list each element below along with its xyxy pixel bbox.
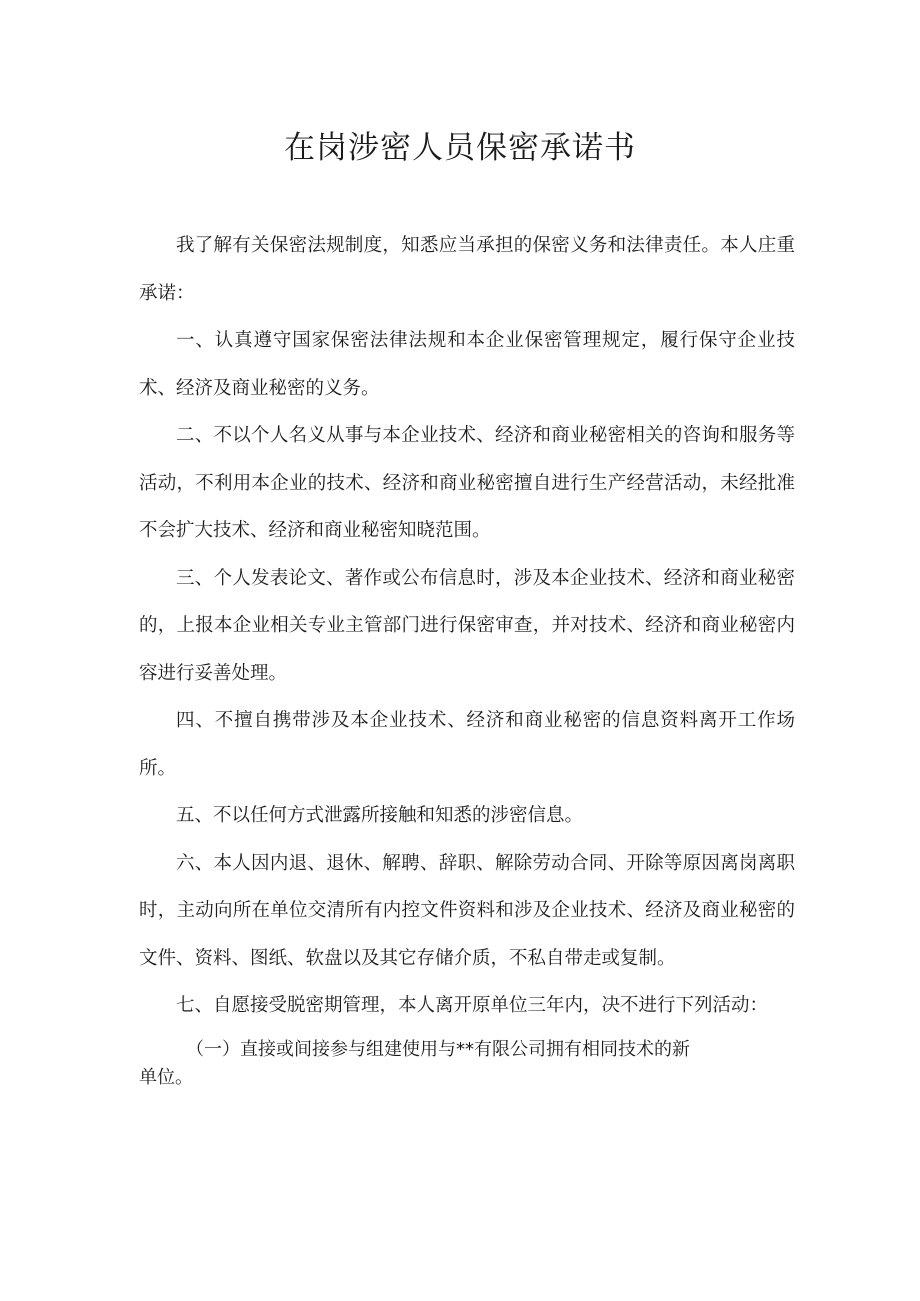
clause-5: 五、不以任何方式泄露所接触和知悉的涉密信息。 — [176, 805, 584, 826]
clause-3: 三、个人发表论文、著作或公布信息时，涉及本企业技术、经济和商业秘密的，上报本企业相关专业主管部门进行保密审查，并对技术、经济和商业秘密内容进行妥善处理。 — [139, 567, 795, 684]
sub-clause-1-line-1: （一）直接或间接参与组建使用与**有限公司拥有相同技术的新 — [186, 1038, 690, 1060]
clause-6: 六、本人因内退、退休、解聘、辞职、解除劳动合同、开除等原因离岗离职时，主动向所在单位交清所有内控文件资料和涉及企业技术、经济及商业秘密的文件、资料、图纸、软盘以及其它存储介质，不私自带走或复制。 — [139, 852, 795, 969]
clause-4: 四、不擅自携带涉及本企业技术、经济和商业秘密的信息资料离开工作场所。 — [139, 710, 795, 779]
clause-1: 一、认真遵守国家保密法律法规和本企业保密管理规定，履行保守企业技术、经济及商业秘密的义务。 — [139, 330, 795, 399]
clause-2: 二、不以个人名义从事与本企业技术、经济和商业秘密相关的咨询和服务等活动，不利用本企业的技术、经济和商业秘密擅自进行生产经营活动，未经批准不会扩大技术、经济和商业秘密知晓范围。 — [139, 425, 795, 541]
sub-clause-1 — [139, 1030, 795, 1092]
clause-7: 七、自愿接受脱密期管理，本人离开原单位三年内，决不进行下列活动： — [176, 995, 769, 1016]
document-title: 在岗涉密人员保密承诺书 — [284, 130, 636, 166]
document-body — [139, 222, 795, 1092]
sub-clause-1-line-2: 单位。 — [139, 1066, 193, 1088]
intro-paragraph: 我了解有关保密法规制度，知悉应当承担的保密义务和法律责任。本人庄重承诺： — [139, 235, 795, 304]
